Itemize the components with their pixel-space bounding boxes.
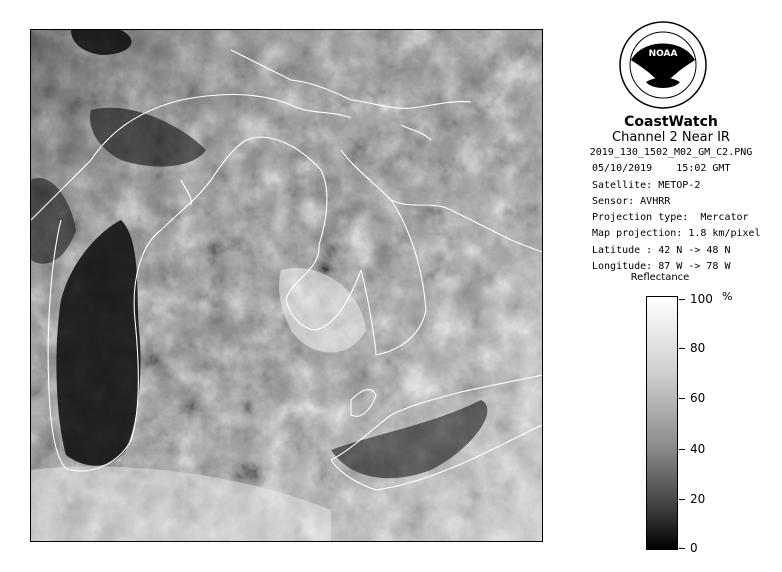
sensor-info: Sensor: AVHRR (592, 196, 671, 207)
colorbar (646, 296, 678, 550)
colorbar-tick (679, 548, 685, 549)
noaa-logo-icon (618, 20, 708, 110)
colorbar-tick-label-80: 80 (690, 341, 706, 355)
satellite-info: Satellite: METOP-2 (592, 180, 701, 191)
colorbar-tick-label-0: 0 (690, 541, 698, 555)
colorbar-tick-label-20: 20 (690, 492, 706, 506)
date-time: 05/10/2019 15:02 GMT (592, 163, 731, 174)
colorbar-unit: % (722, 290, 733, 303)
colorbar-tick (679, 348, 685, 349)
colorbar-title: Reflectance (630, 272, 690, 283)
colorbar-tick (679, 398, 685, 399)
colorbar-tick-label-60: 60 (690, 391, 706, 405)
colorbar-tick-label-100: 100 (690, 292, 713, 306)
projection-type: Projection type: Mercator (592, 212, 749, 223)
colorbar-tick (679, 299, 685, 300)
longitude-range: Longitude: 87 W -> 78 W (592, 261, 731, 272)
latitude-range: Latitude : 42 N -> 48 N (592, 245, 731, 256)
brand-title: CoastWatch (624, 114, 718, 130)
satellite-map-canvas (31, 30, 542, 541)
image-filename: 2019_130_1502_M02_GM_C2.PNG (589, 147, 753, 158)
colorbar-tick (679, 499, 685, 500)
satellite-image (30, 29, 543, 542)
colorbar-tick-label-40: 40 (690, 442, 706, 456)
channel-label: Channel 2 Near IR (612, 130, 730, 145)
logo-text: NOAA (648, 49, 678, 59)
map-projection: Map projection: 1.8 km/pixel (592, 228, 761, 239)
colorbar-tick (679, 449, 685, 450)
